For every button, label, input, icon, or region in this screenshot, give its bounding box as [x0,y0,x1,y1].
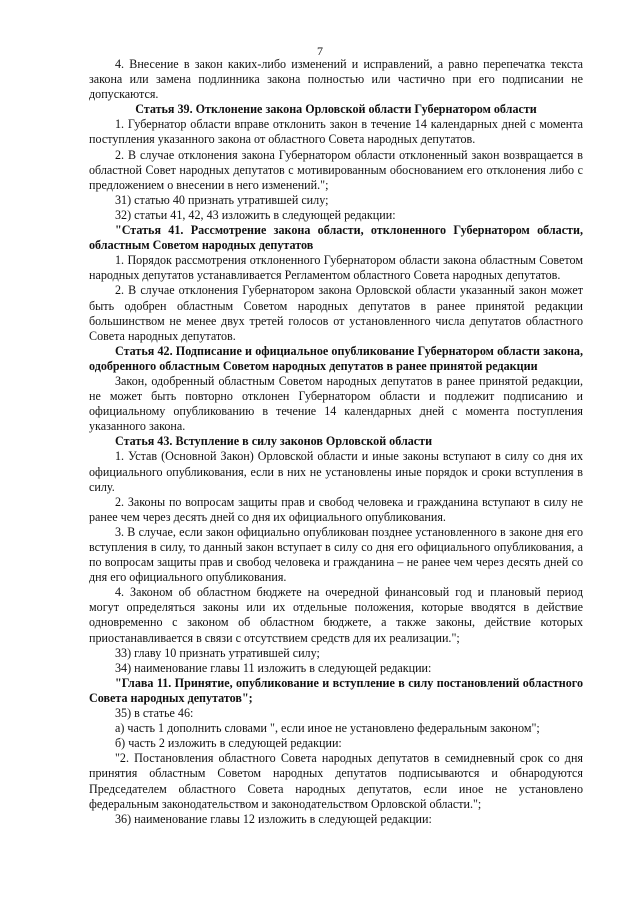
paragraph: 32) статьи 41, 42, 43 изложить в следующей редакции: [115,207,396,222]
paragraph: 4. Внесение в закон каких-либо изменений и исправлений, а равно перепечатка текста закона или замена подлинника закона полностью или частично при его подписании не допускаются. [89,57,583,102]
article-heading: "Статья 41. Рассмотрение закона области, отклоненного Губернатором области, областным Советом народных депутатов [89,223,583,253]
paragraph: 35) в статье 46: [115,706,194,721]
paragraph: Закон, одобренный областным Советом народных депутатов в ранее принятой редакции, не может быть повторно отклонен Губернатором области и подлежит подписанию и официальному опубликованию в течение 14 календарных дней с момента поступления указанного закона. [89,373,583,434]
paragraph: 33) главу 10 признать утратившей силу; [115,645,320,660]
paragraph: 1. Порядок рассмотрения отклоненного Губернатором области закона областным Советом народных депутатов устанавливается Регламентом областного Совета народных депутатов. [89,253,583,283]
paragraph: 34) наименование главы 11 изложить в следующей редакции: [115,660,432,675]
article-heading: Статья 42. Подписание и официальное опубликование Губернатором области закона, одобренного областным Советом народных депутатов в ранее принятой редакции [89,343,583,373]
paragraph: 36) наименование главы 12 изложить в следующей редакции: [115,811,432,826]
paragraph: а) часть 1 дополнить словами ", если иное не установлено федеральным законом"; [115,721,540,736]
page-number: 7 [317,44,323,58]
document-body [89,57,583,827]
paragraph: 2. В случае отклонения закона Губернатором области отклоненный закон возвращается в областной Совет народных депутатов с мотивированным обоснованием его отклонения либо с предложением о внесении в него изменений."; [89,147,583,192]
paragraph: "2. Постановления областного Совета народных депутатов в семидневный срок со дня принятия областным Советом народных депутатов подписываются и обнародуются Председателем областного Совета народных депутатов, если иное не установлено федеральным законодательством и законодательством Орловской области."; [89,751,583,811]
article-heading: Статья 39. Отклонение закона Орловской области Губернатором области [135,102,537,117]
paragraph: 3. В случае, если закон официально опубликован позднее установленного в законе дня его вступления в силу, то данный закон вступает в силу со дня его официального опубликования, а по вопросам защиты прав и свобод человека и гражданина – не ранее чем через десять дней со дня его официального опубликования. [89,524,583,585]
paragraph: 4. Законом об областном бюджете на очередной финансовый год и плановый период могут определяться законы или их отдельные положения, которые вводятся в действие одновременно с законом об областном бюджете, а также законы, действие которых приостанавливается в связи с отсутствием средств для их реализации."; [89,585,583,645]
paragraph: 2. Законы по вопросам защиты прав и свобод человека и гражданина вступают в силу не ранее чем через десять дней со дня их официального опубликования. [89,494,583,524]
article-heading: "Глава 11. Принятие, опубликование и вступление в силу постановлений областного Совета народных депутатов"; [89,675,583,705]
paragraph: 31) статью 40 признать утратившей силу; [115,192,329,207]
paragraph: 1. Губернатор области вправе отклонить закон в течение 14 календарных дней с момента поступления указанного закона от областного Совета народных депутатов. [89,117,583,147]
paragraph: б) часть 2 изложить в следующей редакции: [115,736,342,751]
paragraph: 2. В случае отклонения Губернатором закона Орловской области указанный закон может быть одобрен областным Советом народных депутатов в ранее принятой редакции большинством не менее двух третей голосов от установленного числа депутатов областного Совета народных депутатов. [89,283,583,343]
paragraph: 1. Устав (Основной Закон) Орловской области и иные законы вступают в силу со дня их официального опубликования, если в них не установлены иные порядок и сроки вступления в силу. [89,449,583,494]
article-heading: Статья 43. Вступление в силу законов Орловской области [115,434,433,449]
